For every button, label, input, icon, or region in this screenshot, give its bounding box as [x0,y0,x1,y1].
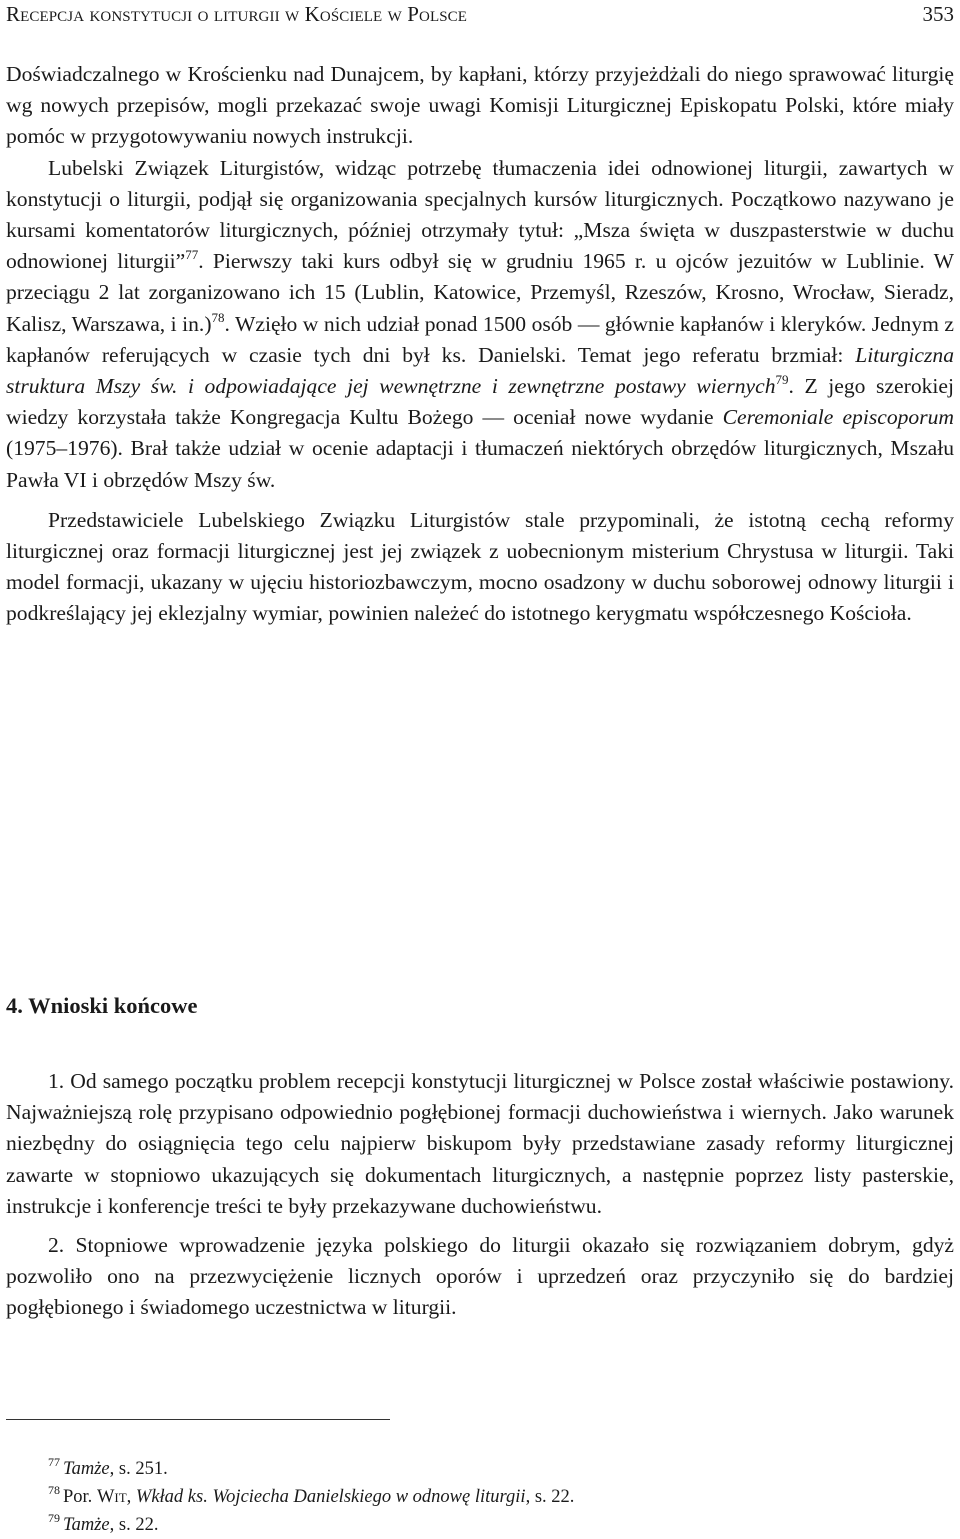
footnote-divider [6,1419,390,1420]
footnote-text: , s. 251. [109,1459,168,1479]
paragraph-courses [6,153,954,496]
footnote-italic: Tamże [63,1515,110,1535]
text-run: Lubelski Związek Liturgistów, widząc potrzebę tłumaczenia idei odnowionej liturgii, zawartych w konstytucji o liturgii, podjął się organizowania specjalnych kursów liturgicznych. Początkowo nazywano je kursami komentatorów liturgicznych, później otrzymały tytuł: „Msza święta w duszpasterstwie w duchu odnowionej liturgii” [6,155,954,274]
text-run: (1975–1976). Brał także udział w ocenie adaptacji i tłumaczeń niektórych obrzędów liturgicznych, Mszału Pawła VI i obrzędów Mszy św. [6,436,954,492]
footnote-ref-79[interactable]: 79 [775,372,789,388]
body-text [6,59,954,630]
text-run: . Pierwszy taki kurs odbył się w grudniu 1965 r. u ojców jezuitów w Lublinie. W przeciągu 2 lat zorganizowano ich 15 (Lublin, Katowice, Przemyśl, Rzeszów, Krosno, Wrocław, Sieradz, Kalisz, Warszawa, i in.) [6,249,954,336]
paragraph-continuation: Doświadczalnego w Krościenku nad Dunajcem, by kapłani, którzy przyjeżdżali do niego sprawować liturgię wg nowych przepisów, mogli przekazać swoje uwagi Komisji Liturgicznej Episkopatu Polski, które miały pomóc w przygotowywaniu nowych instrukcji. [6,62,954,149]
footnote-ref-77[interactable]: 77 [185,247,199,263]
footnote-text: , s. 22. [109,1515,159,1535]
footnote-ref-78[interactable]: 78 [211,309,225,325]
footnote-number: 77 [48,1455,60,1469]
footnote-italic: Tamże [63,1459,110,1479]
footnote-text: Por. [63,1487,97,1507]
footnote-text: , [126,1487,136,1507]
conclusions-text [6,1066,954,1324]
referat-title: Liturgiczna struktura Mszy św. i odpowiadające jej wewnętrzne i zewnętrzne postawy wiernych [6,342,954,399]
footnote-italic: Wkład ks. Wojciecha Danielskiego w odnowę liturgii [135,1487,526,1507]
footnote-79 [6,1511,954,1539]
footnote-text: , s. 22. [525,1487,575,1507]
footnote-number: 78 [48,1483,60,1497]
running-title: Recepcja konstytucji o liturgii w Kościele w Polsce [6,2,468,26]
page-number: 353 [922,2,954,26]
running-head [6,2,954,32]
footnote-number: 79 [48,1511,60,1525]
footnote-77 [6,1455,954,1483]
footnotes [6,1455,954,1539]
book-title: Ceremoniale episcoporum [722,405,955,430]
footnote-78 [6,1483,954,1511]
conclusion-2: 2. Stopniowe wprowadzenie języka polskiego do liturgii okazało się rozwiązaniem dobrym, gdyż pozwoliło ono na przezwyciężenie licznych oporów i uprzedzeń oraz przyczyniło się do bardziej pogłębionego i świadomego uczestnictwa w liturgii. [6,1233,954,1320]
conclusion-1: 1. Od samego początku problem recepcji konstytucji liturgicznej w Polsce został właściwie postawiony. Najważniejszą rolę przypisano odpowiednio pogłębionej formacji duchowieństwa i wiernych. Jako warunek niezbędny do osiągnięcia tego celu najpierw biskupom były przedstawiane zasady reformy liturgicznej zawarte w stopniowo ukazujących się dokumentach liturgicznych, a następnie poprzez listy pasterskie, instrukcje i konferencje treści te były przekazywane duchowieństwu. [6,1069,954,1218]
footnote-author: Wit [96,1487,127,1507]
paragraph-representatives: Przedstawiciele Lubelskiego Związku Liturgistów stale przypominali, że istotną cechą reformy liturgicznej oraz formacji liturgicznej jest jej związek z uobecnionym misterium Chrystusa w liturgii. Taki model formacji, ukazany w ujęciu historiozbawczym, mocno osadzony w duchu soborowej odnowy liturgii i podkreślający jej eklezjalny wymiar, powinien należeć do istotnego kerygmatu współczesnego Kościoła. [6,507,954,626]
text-run: . Wzięło w nich udział ponad 1500 osób — głównie kapłanów i kleryków. Jednym z kapłanów referujących w czasie tych dni był ks. Danielski. Temat jego referatu brzmiał: [6,311,954,367]
text-run: . Z jego szerokiej wiedzy korzystała także Kongregacja Kultu Bożego — oceniał nowe wydanie [6,374,954,430]
section-heading: 4. Wnioski końcowe [6,993,198,1018]
